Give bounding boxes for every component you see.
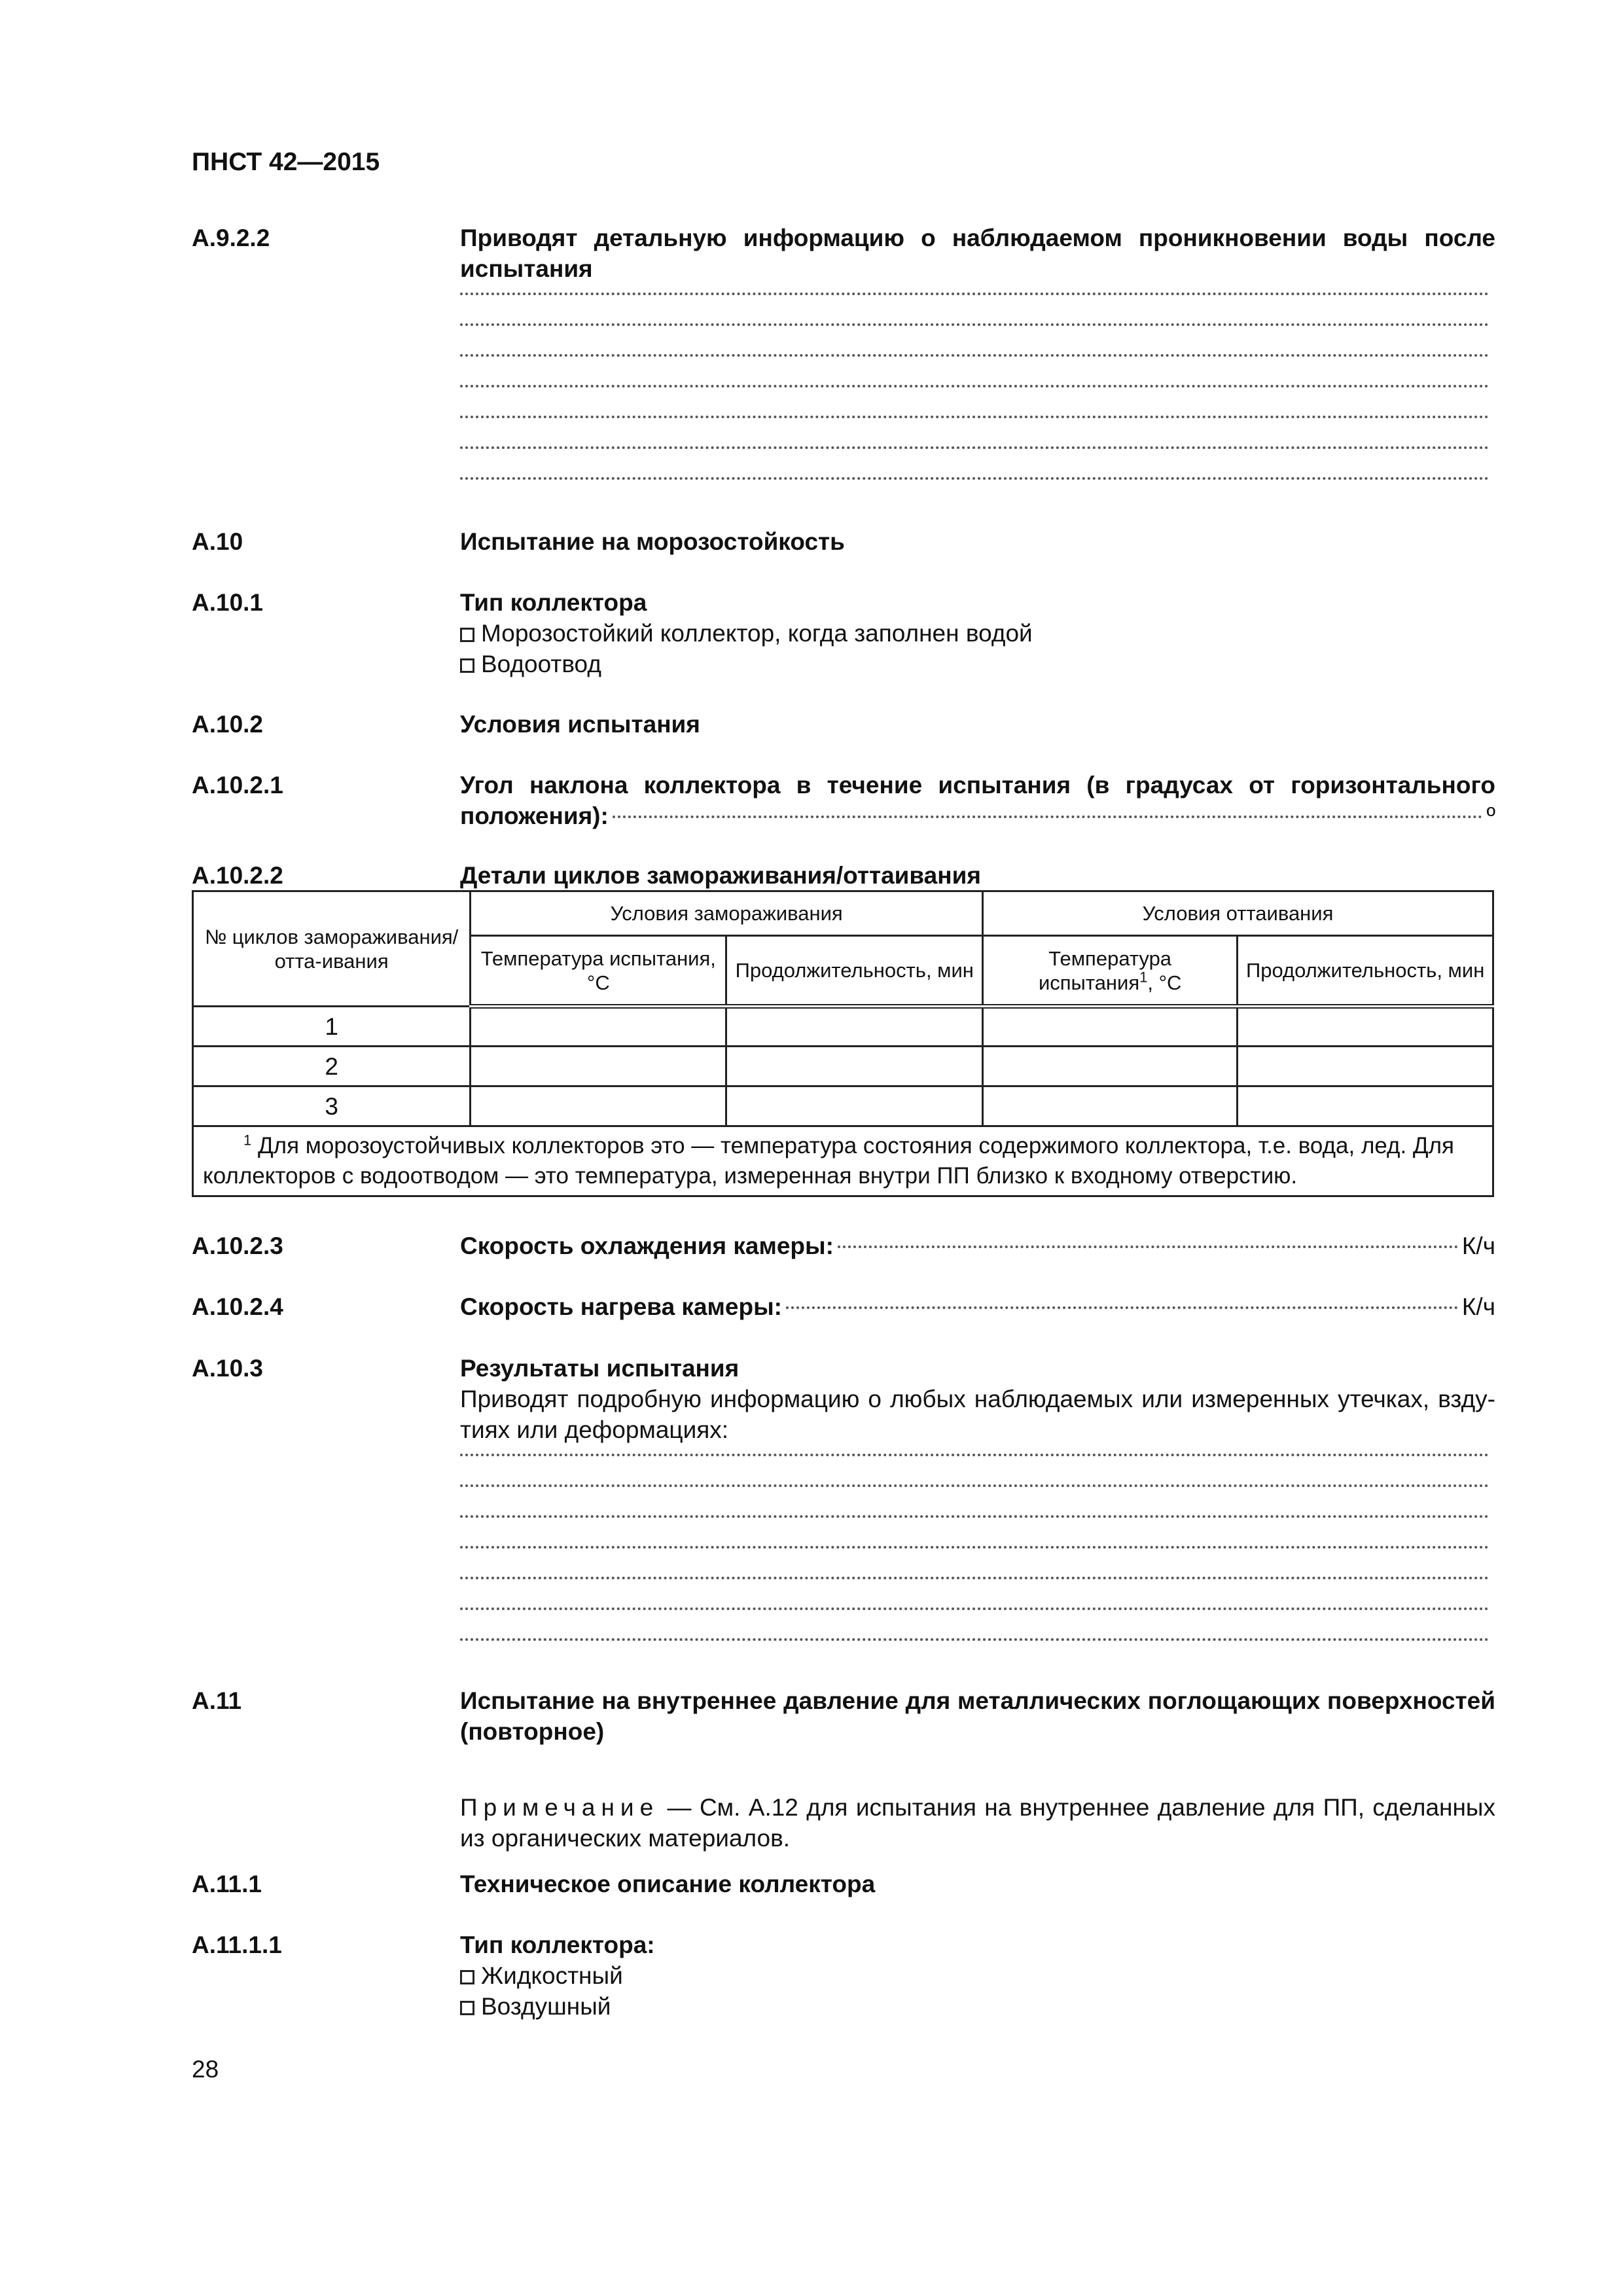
checkbox-icon[interactable] [460, 628, 474, 642]
section-number-a10-2-1: А.10.2.1 [192, 772, 283, 798]
fill-line [460, 1482, 1489, 1487]
checkbox-option-drainage[interactable]: Водоотвод [460, 649, 1495, 679]
table-row [193, 1007, 1493, 1047]
note: Примечание — См. А.12 для испытания на внутреннее давление для ПП, сделанных из органических материалов. [460, 1794, 1495, 1852]
section-number-a10-3: А.10.3 [192, 1355, 264, 1382]
section-title-a10-2: Условия испытания [460, 711, 700, 738]
cooling-rate-field[interactable]: Скорость охлаждения камеры: К/ч [460, 1230, 1495, 1261]
section-title-a10: Испытание на морозостойкость [460, 528, 845, 555]
fill-line [460, 1451, 1489, 1456]
fill-line [460, 475, 1489, 480]
fill-line [460, 413, 1489, 418]
degree-unit: º [1486, 802, 1495, 829]
note-label: Примечание [460, 1794, 660, 1821]
cycle-number: 1 [193, 1007, 471, 1047]
fill-line [460, 290, 1489, 295]
table-cell-input[interactable] [471, 1047, 726, 1086]
fill-line [460, 1574, 1489, 1579]
table-cell-input[interactable] [726, 1007, 983, 1047]
fill-leader [613, 816, 1483, 818]
tilt-angle-field[interactable]: положения): º [460, 800, 1495, 831]
section-number-a11-1: А.11.1 [192, 1871, 262, 1897]
section-number-a10-2-4: А.10.2.4 [192, 1293, 283, 1320]
section-number-a11-1-1: А.11.1.1 [192, 1931, 282, 1958]
section-title-a10-3: Результаты испытания [460, 1355, 740, 1382]
checkbox-icon[interactable] [460, 1970, 474, 1984]
freeze-thaw-cycles-table [192, 890, 1494, 1197]
unit-label: К/ч [1461, 1232, 1495, 1259]
unit-label: К/ч [1461, 1293, 1495, 1320]
document-header: ПНСТ 42—2015 [192, 148, 380, 176]
section-number-a11: А.11 [192, 1687, 242, 1714]
section-text-a10-3: Приводят подробную информацию о любых наблюдаемых или измеренных утечках, взду-тиях или деформациях: [460, 1386, 1495, 1443]
column-header-freeze: Условия замораживания [471, 891, 983, 936]
column-header-thaw-temp: Температура испытания$^1$, °С [983, 936, 1238, 1007]
heating-rate-field[interactable]: Скорость нагрева камеры: К/ч [460, 1291, 1495, 1322]
page-number: 28 [192, 2056, 219, 2083]
table-cell-input[interactable] [726, 1047, 983, 1086]
fill-line [460, 1513, 1489, 1518]
table-cell-input[interactable] [726, 1086, 983, 1126]
table-cell-input[interactable] [983, 1086, 1238, 1126]
table-cell-input[interactable] [471, 1007, 726, 1047]
section-number-a10-2-2: А.10.2.2 [192, 862, 283, 889]
table-cell-input[interactable] [983, 1007, 1238, 1047]
fill-line [460, 1605, 1489, 1610]
checkbox-icon[interactable] [460, 658, 474, 673]
table-cell-input[interactable] [1238, 1086, 1493, 1126]
column-header-freeze-temp: Температура испытания, °С [471, 936, 726, 1007]
fill-line [460, 351, 1489, 357]
fill-line [460, 1636, 1489, 1641]
table-cell-input[interactable] [1238, 1047, 1493, 1086]
column-header-thaw: Условия оттаивания [983, 891, 1493, 936]
fill-line [460, 444, 1489, 449]
cycle-number: 3 [193, 1086, 471, 1126]
column-header-freeze-duration: Продолжительность, мин [726, 936, 983, 1007]
fill-leader [786, 1306, 1458, 1309]
checkbox-option-frost-resistant[interactable]: Морозостойкий коллектор, когда заполнен водой [460, 618, 1495, 649]
section-number-a10: А.10 [192, 528, 243, 555]
section-title-a9-2-2: Приводят детальную информацию о наблюдаемом проникновении воды после испытания [460, 224, 1495, 282]
section-title-a10-1: Тип коллектора [460, 589, 647, 616]
checkbox-option-liquid[interactable]: Жидкостный [460, 1960, 1495, 1991]
section-title-a11-1: Техническое описание коллектора [460, 1871, 876, 1897]
section-title-a10-2-1: Угол наклона коллектора в течение испытания (в градусах от горизонтального [460, 772, 1495, 798]
section-number-a10-1: А.10.1 [192, 589, 264, 616]
checkbox-icon[interactable] [460, 2001, 474, 2015]
section-title-a10-2-2: Детали циклов замораживания/оттаивания [460, 862, 981, 889]
table-footnote: $^1$ Для морозоустойчивых коллекторов это — температура состояния содержимого коллектора, т.е. вода, лед. Для коллекторов с водоотводом — это температура, измеренная внутри ПП близко к входному отверстию. [193, 1126, 1493, 1196]
fill-line [460, 321, 1489, 326]
column-header-cycles: № циклов замораживания/отта-ивания [193, 891, 471, 1007]
table-cell-input[interactable] [983, 1047, 1238, 1086]
table-cell-input[interactable] [1238, 1007, 1493, 1047]
table-row [193, 1086, 1493, 1126]
checkbox-option-air[interactable]: Воздушный [460, 1991, 1495, 2022]
section-title-a11: Испытание на внутреннее давление для металлических поглощающих поверхностей (повторное) [460, 1687, 1495, 1745]
section-number-a10-2-3: А.10.2.3 [192, 1232, 283, 1259]
fill-line [460, 1543, 1489, 1549]
section-number-a9-2-2: А.9.2.2 [192, 224, 270, 251]
section-title-a11-1-1: Тип коллектора: [460, 1931, 655, 1958]
table-row [193, 1047, 1493, 1086]
cycle-number: 2 [193, 1047, 471, 1086]
column-header-thaw-duration: Продолжительность, мин [1238, 936, 1493, 1007]
table-cell-input[interactable] [471, 1086, 726, 1126]
section-number-a10-2: А.10.2 [192, 711, 264, 738]
fill-leader [838, 1246, 1458, 1248]
fill-line [460, 382, 1489, 387]
